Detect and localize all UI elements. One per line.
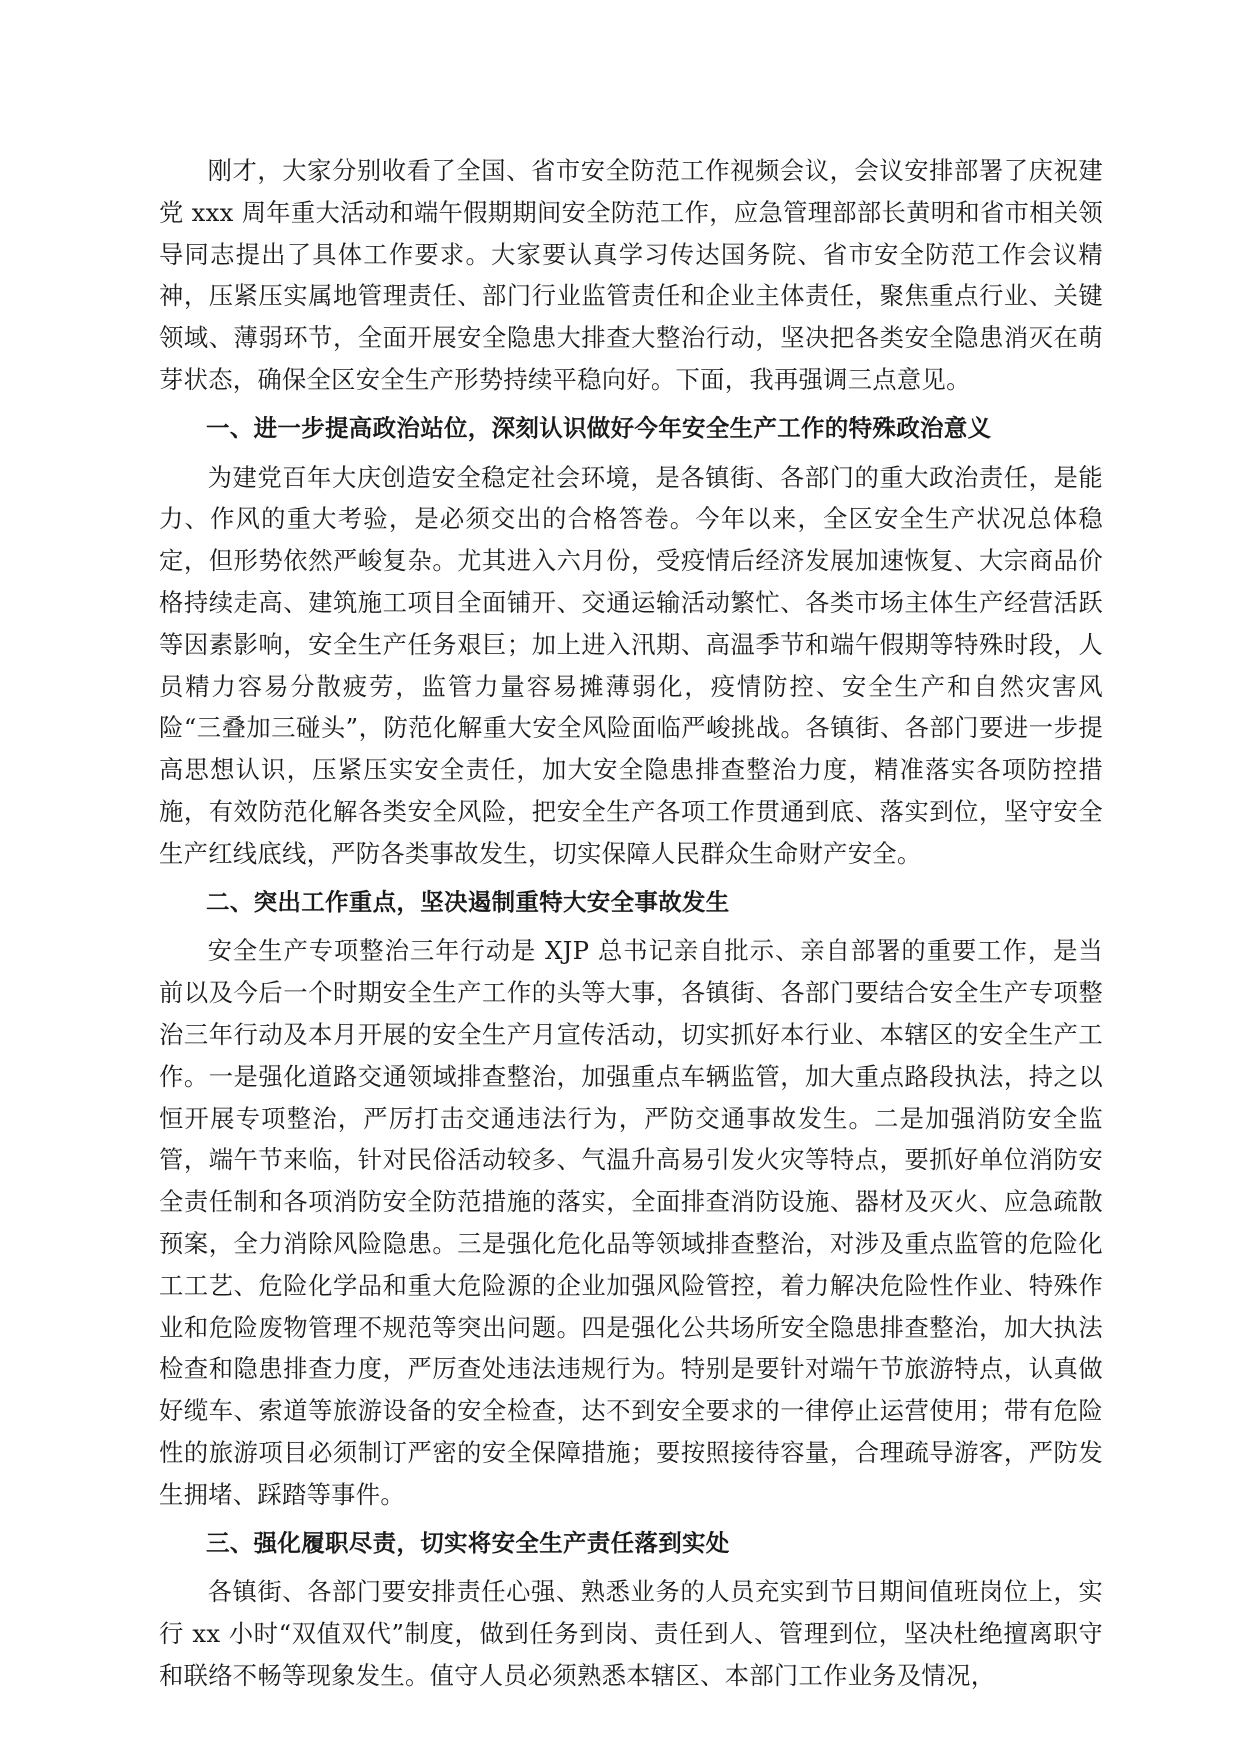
intro-paragraph: 刚才，大家分别收看了全国、省市安全防范工作视频会议，会议安排部署了庆祝建党 xxx 周年重大活动和端午假期期间安全防范工作，应急管理部部长黄明和省市相关领导同志提出了具体工作要求。大家要认真学习传达国务院、省市安全防范工作会议精神，压紧压实属地管理责任、部门行业监管责任和企业主体责任，聚焦重点行业、关键领域、薄弱环节，全面开展安全隐患大排查大整治行动，坚决把各类安全隐患消灭在萌芽状态，确保全区安全生产形势持续平稳向好。下面，我再强调三点意见。 — [159, 156, 1103, 394]
section-heading-2: 二、突出工作重点，坚决遏制重特大安全事故发生 — [206, 887, 730, 916]
section-heading-3: 三、强化履职尽责，切实将安全生产责任落到实处 — [206, 1528, 730, 1557]
section-body-1: 为建党百年大庆创造安全稳定社会环境，是各镇街、各部门的重大政治责任，是能力、作风的重大考验，是必须交出的合格答卷。今年以来，全区安全生产状况总体稳定，但形势依然严峻复杂。尤其进入六月份，受疫情后经济发展加速恢复、大宗商品价格持续走高、建筑施工项目全面铺开、交通运输活动繁忙、各类市场主体生产经营活跃等因素影响，安全生产任务艰巨；加上进入汛期、高温季节和端午假期等特殊时段，人员精力容易分散疲劳，监管力量容易摊薄弱化，疫情防控、安全生产和自然灾害风险“三叠加三碰头”，防范化解重大安全风险面临严峻挑战。各镇街、各部门要进一步提高思想认识，压紧压实安全责任，加大安全隐患排查整治力度，精准落实各项防控措施，有效防范化解各类安全风险，把安全生产各项工作贯通到底、落实到位，坚守安全生产红线底线，严防各类事故发生，切实保障人民群众生命财产安全。 — [159, 462, 1103, 868]
section-heading-1: 一、进一步提高政治站位，深刻认识做好今年安全生产工作的特殊政治意义 — [206, 413, 992, 442]
document-page — [159, 150, 1103, 1697]
section-body-3: 各镇街、各部门要安排责任心强、熟悉业务的人员充实到节日期间值班岗位上，实行 xx 小时“双值双代”制度，做到任务到岗、责任到人、管理到位，坚决杜绝擅离职守和联络不畅等现象发生。值守人员必须熟悉本辖区、本部门工作业务及情况， — [159, 1577, 1103, 1690]
section-body-2: 安全生产专项整治三年行动是 XJP 总书记亲自批示、亲自部署的重要工作，是当前以及今后一个时期安全生产工作的头等大事，各镇街、各部门要结合安全生产专项整治三年行动及本月开展的安全生产月宣传活动，切实抓好本行业、本辖区的安全生产工作。一是强化道路交通领域排查整治，加强重点车辆监管，加大重点路段执法，持之以恒开展专项整治，严厉打击交通违法行为，严防交通事故发生。二是加强消防安全监管，端午节来临，针对民俗活动较多、气温升高易引发火灾等特点，要抓好单位消防安全责任制和各项消防安全防范措施的落实，全面排查消防设施、器材及灭火、应急疏散预案，全力消除风险隐患。三是强化危化品等领域排查整治，对涉及重点监管的危险化工工艺、危险化学品和重大危险源的企业加强风险管控，着力解决危险性作业、特殊作业和危险废物管理不规范等突出问题。四是强化公共场所安全隐患排查整治，加大执法检查和隐患排查力度，严厉查处违法违规行为。特别是要针对端午节旅游特点，认真做好缆车、索道等旅游设备的安全检查，达不到安全要求的一律停止运营使用；带有危险性的旅游项目必须制订严密的安全保障措施；要按照接待容量，合理疏导游客，严防发生拥堵、踩踏等事件。 — [159, 936, 1103, 1509]
